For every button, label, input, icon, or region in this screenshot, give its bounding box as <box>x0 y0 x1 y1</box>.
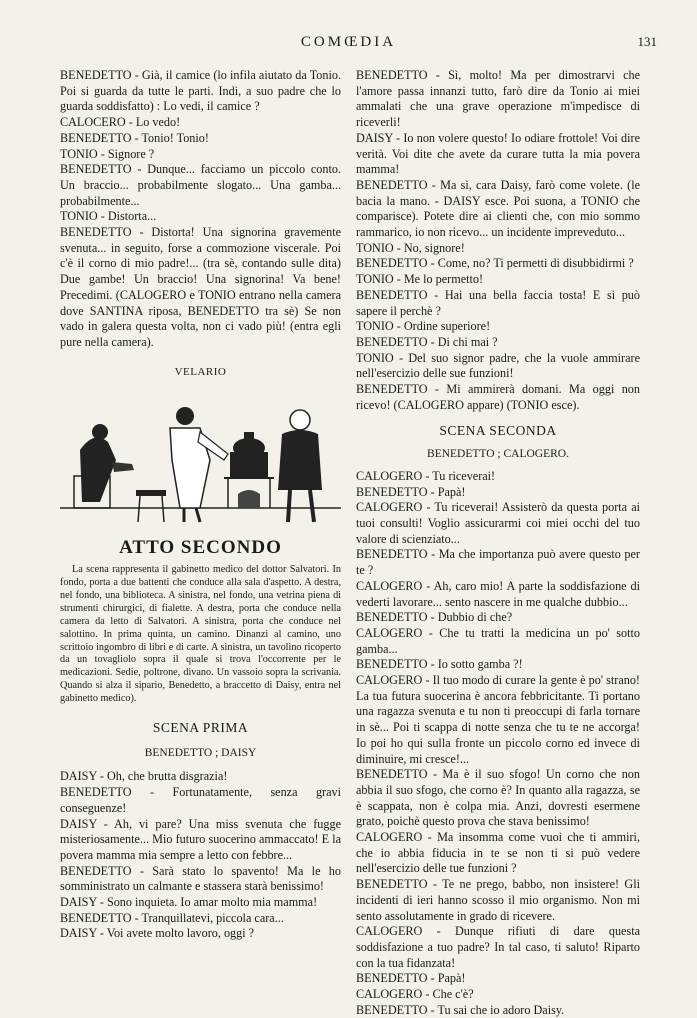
dialogue-line: BENEDETTO - Già, il camice (lo infila aiutato da Tonio. Poi si guarda da tutte le parti. Indi, a suo padre che lo guarda soddisfatto) : Lo vedi, il camice ? <box>60 68 341 114</box>
dialogue-line: DAISY - Sono inquieta. Io amar molto mia mamma! <box>60 895 318 910</box>
dialogue-line: DAISY - Voi avete molto lavoro, oggi ? <box>60 926 255 941</box>
dialogue-line: BENEDETTO - Te ne prego, babbo, non insistere! Gli incidenti di ieri hanno scosso il mio organismo. Non mi sento assolutamente in grado di ricevere. <box>356 877 640 923</box>
page-number: 131 <box>637 34 657 49</box>
dialogue-line: CALOGERO - Tu riceverai! <box>356 468 496 483</box>
scene-title-seconda: SCENA SECONDA <box>439 423 557 439</box>
dialogue-line: BENEDETTO - Sarà stato lo spavento! Ma le ho somministrato un calmante e stassera starà benissimo! <box>60 863 341 894</box>
dialogue-line: BENEDETTO - Ma è il suo sfogo! Un corno che non abbia il suo sfogo, che corno è? In quanto alla ragazza, se è scappata, non è colpa mia. Anzi, dovresti esermene grato, poichè questo prova che stava benissimo! <box>356 767 640 829</box>
scene-characters: BENEDETTO ; CALOGERO. <box>427 448 569 461</box>
illustration-doctor-office <box>60 390 341 530</box>
dialogue-line: BENEDETTO - Dubbio di che? <box>356 610 513 625</box>
left-column <box>60 68 341 942</box>
dialogue-line: BENEDETTO - Come, no? Ti permetti di disubbidirmi ? <box>356 256 634 271</box>
dialogue-line: TONIO - Distorta... <box>60 209 157 224</box>
dialogue-line: BENEDETTO - Distorta! Una signorina gravemente svenuta... in seguito, forse a commozione viscerale. Poi c'è il corno di mio padre!... (tra sè, contando sulle dita) Due gambe! Un braccio! Una signorina! Va bene! Precedimi. (CALOGERO e TONIO entrano nella camera dove SANTINA riposa, BENEDETTO tra sè) Se non vado in galera questa volta, non ci vado più! (entra egli pure nella camera). <box>60 225 341 349</box>
dialogue-line: BENEDETTO - Mi ammirerà domani. Ma oggi non ricevo! (CALOGERO appare) (TONIO esce). <box>356 382 640 412</box>
dialogue-line: BENEDETTO - Papà! <box>356 484 466 499</box>
dialogue-line: CALOGERO - Ah, caro mio! A parte la soddisfazione di vederti lavorare... sento nascere in me qualche dubbio... <box>356 578 640 609</box>
act-title: ATTO SECONDO <box>119 537 282 559</box>
dialogue-line: CALOGERO - Che tu tratti la medicina un po' sotto gamba... <box>356 625 640 656</box>
dialogue-line: BENEDETTO - Tranquillatevi, piccola cara... <box>60 910 284 925</box>
dialogue-line: BENEDETTO - Ma sì, cara Daisy, farò come volete. (le bacia la mano. - DAISY esce. Poi suona, a TONIO che comparisce). Potete dire ai clienti che, con mio sommo rammarico, io non ricevo... un incidente impreveduto... <box>356 177 640 240</box>
page-header <box>0 34 697 54</box>
dialogue-line: BENEDETTO - Ma che importanza può avere questo per te ? <box>356 547 640 578</box>
dialogue-line: CALOGERO - Che c'è? <box>356 987 474 1002</box>
dialogue-line: BENEDETTO - Dunque... facciamo un piccolo conto. Un braccio... probabilmente slogato... Una gamba... probabilmente... <box>60 162 341 208</box>
dialogue-line: BENEDETTO - Papà! <box>356 971 466 986</box>
dialogue-line: CALOCERO - Lo vedo! <box>60 115 181 130</box>
dialogue-line: CALOGERO - Tu riceverai! Assisterò da questa porta ai tuoi consulti! Voglio assicurarmi coi miei occhi del tuo valore di scienziato... <box>356 500 640 546</box>
dialogue-line: CALOGERO - Dunque rifiuti di dare questa soddisfazione a tuo padre? In tal caso, ti saluto! Riparto con la tua fidanzata! <box>356 924 640 970</box>
stage-direction: La scena rappresenta il gabinetto medico del dottor Salvatori. In fondo, porta a due battenti che conduce alla sala d'aspetto. A destra, nel fondo, una biblioteca. A sinistra, nel fondo, una vetrina piena di strumenti chirurgici, di fialette. A destra, porta che conduce nella camera da letto di Salvatori. A sinistra, porta che conduce nel salottino. In prima quinta, un camino. Dinanzi al camino, uno scrittoio ingombro di libri e di carte. A sinistra, un tavolino ricoperto da un tovagliolo sopra il quale si trova l'occorrente per le medicazioni. Sedie, poltrone, divano. Un vassoio sopra la scrivania. Quando si alza il sipario, Benedetto, a braccetto di Daisy, entra nel gabinetto medico). <box>60 564 341 705</box>
dialogue-line: TONIO - Signore ? <box>60 146 155 161</box>
dialogue-line: BENEDETTO - Di chi mai ? <box>356 334 498 349</box>
scene-title-prima: SCENA PRIMA <box>152 720 249 736</box>
dialogue-line: TONIO - No, signore! <box>356 240 465 255</box>
magazine-title: COMŒDIA <box>300 34 397 50</box>
scene-characters: BENEDETTO ; DAISY <box>144 746 257 759</box>
dialogue-line: TONIO - Ordine superiore! <box>356 319 491 334</box>
dialogue-line: TONIO - Me lo permetto! <box>356 272 484 287</box>
dialogue-line: DAISY - Ah, vi pare? Una miss svenuta che fugge misteriosamente... Mio futuro suocerino ammaccato! E la povera mamma mia sempre a letto con febbre... <box>60 816 341 862</box>
dialogue-line: CALOGERO - Ma insomma come vuoi che ti ammiri, che io abbia fiducia in te se non ti si può vedere nell'esercizio delle tue funzioni ? <box>356 830 640 876</box>
dialogue-line: BENEDETTO - Io sotto gamba ?! <box>356 657 523 672</box>
dialogue-line: BENEDETTO - Fortunatamente, senza gravi conseguenze! <box>60 785 341 815</box>
dialogue-line: BENEDETTO - Sì, molto! Ma per dimostrarvi che l'amore passa innanzi tutto, farò dire da Tonio ai miei ammalati che una grave operazione m'impedisce di riceverli! <box>356 68 640 130</box>
dialogue-line: BENEDETTO - Tonio! Tonio! <box>60 130 209 145</box>
dialogue-line: DAISY - Io non volere questo! Io odiare frottole! Voi dire verità. Voi dite che avete da curare tutta la mia povera mamma! <box>356 130 640 177</box>
right-column <box>356 68 640 1018</box>
dialogue-line: TONIO - Del suo signor padre, che la vuole ammirare nell'esercizio delle sue funzioni! <box>356 350 640 381</box>
dialogue-line: BENEDETTO - Tu sai che io adoro Daisy. <box>356 1002 565 1017</box>
dialogue-line: BENEDETTO - Hai una bella faccia tosta! E si può sapere il perchè ? <box>356 287 640 318</box>
dialogue-line: DAISY - Oh, che brutta disgrazia! <box>60 769 228 784</box>
illustration-drawing <box>60 390 341 530</box>
velario-label: VELARIO <box>174 365 227 378</box>
dialogue-line: CALOGERO - Il tuo modo di curare la gente è po' strano! La tua futura suocerina è ancora febbricitante. Ti portano una ragazza svenuta e tu non ti preoccupi di farla tornare in sè... Poi ti scappa di notte senza che tu te ne accorga! Io poi ho qui sulla fronte un piccolo corno ed invece di diminuire, mi cresce!... <box>356 673 640 766</box>
